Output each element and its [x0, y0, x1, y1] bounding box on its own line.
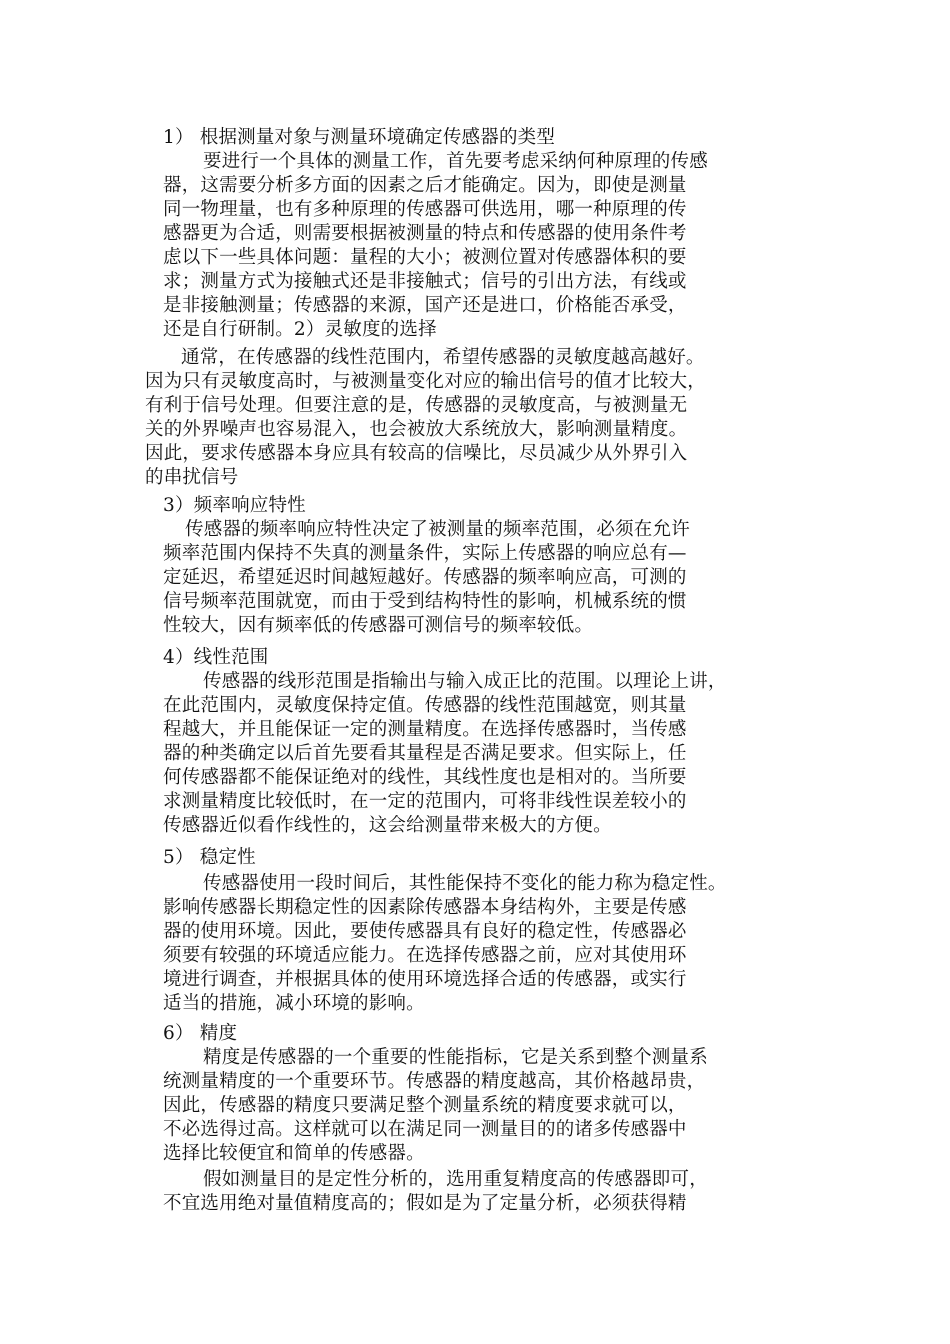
- paragraph-line: 虑以下一些具体问题：量程的大小；被测位置对传感器体积的要: [163, 247, 687, 268]
- paragraph-line: 还是自行研制。2）灵敏度的选择: [163, 319, 437, 340]
- paragraph-line: 在此范围内，灵敏度保持定值。传感器的线性范围越宽，则其量: [163, 695, 687, 716]
- paragraph-line: 同一物理量，也有多种原理的传感器可供选用，哪一种原理的传: [163, 199, 687, 220]
- paragraph-line: 须要有较强的环境适应能力。在选择传感器之前，应对其使用环: [163, 945, 687, 966]
- paragraph-line: 有利于信号处理。但要注意的是，传感器的灵敏度高，与被测量无: [145, 395, 688, 416]
- paragraph-line: 传感器近似看作线性的，这会给测量带来极大的方便。: [163, 815, 612, 836]
- paragraph-line: 程越大，并且能保证一定的测量精度。在选择传感器时，当传感: [163, 719, 687, 740]
- section-heading-6: 6） 精度: [163, 1023, 238, 1044]
- paragraph-line: 通常，在传感器的线性范围内，希望传感器的灵敏度越高越好。: [181, 347, 705, 368]
- paragraph-line: 求；测量方式为接触式还是非接触式；信号的引出方法，有线或: [163, 271, 687, 292]
- paragraph-line: 频率范围内保持不失真的测量条件，实际上传感器的响应总有—: [163, 543, 687, 564]
- paragraph-line: 器的种类确定以后首先要看其量程是否满足要求。但实际上，任: [163, 743, 687, 764]
- paragraph-line: 境进行调查，并根据具体的使用环境选择合适的传感器，或实行: [163, 969, 687, 990]
- paragraph-line: 传感器使用一段时间后，其性能保持不变化的能力称为稳定性。: [203, 873, 727, 894]
- paragraph-line: 性较大，因有频率低的传感器可测信号的频率较低。: [163, 615, 594, 636]
- section-heading-5: 5） 稳定性: [163, 847, 256, 868]
- paragraph-line: 传感器的线形范围是指输出与输入成正比的范围。以理论上讲，: [203, 671, 727, 692]
- paragraph-line: 精度是传感器的一个重要的性能指标，它是关系到整个测量系: [203, 1047, 708, 1068]
- paragraph-line: 的串扰信号: [145, 467, 239, 488]
- paragraph-line: 器的使用环境。因此，要使传感器具有良好的稳定性，传感器必: [163, 921, 687, 942]
- paragraph-line: 要进行一个具体的测量工作，首先要考虑采纳何种原理的传感: [203, 151, 708, 172]
- paragraph-line: 器，这需要分析多方面的因素之后才能确定。因为，即使是测量: [163, 175, 687, 196]
- section-heading-1: 1） 根据测量对象与测量环境确定传感器的类型: [163, 127, 556, 148]
- paragraph-line: 定延迟，希望延迟时间越短越好。传感器的频率响应高，可测的: [163, 567, 687, 588]
- paragraph-line: 不宜选用绝对量值精度高的；假如是为了定量分析，必须获得精: [163, 1193, 687, 1214]
- section-heading-3: 3）频率响应特性: [163, 495, 306, 516]
- section-heading-4: 4）线性范围: [163, 647, 269, 668]
- paragraph-line: 因为只有灵敏度高时，与被测量变化对应的输出信号的值才比较大，: [145, 371, 707, 392]
- paragraph-line: 是非接触测量；传感器的来源，国产还是进口，价格能否承受，: [163, 295, 687, 316]
- paragraph-line: 选择比较便宜和简单的传感器。: [163, 1143, 425, 1164]
- paragraph-line: 假如测量目的是定性分析的，选用重复精度高的传感器即可，: [203, 1169, 708, 1190]
- paragraph-line: 统测量精度的一个重要环节。传感器的精度越高，其价格越昂贵，: [163, 1071, 706, 1092]
- paragraph-line: 传感器的频率响应特性决定了被测量的频率范围，必须在允许: [185, 519, 690, 540]
- paragraph-line: 因此，传感器的精度只要满足整个测量系统的精度要求就可以，: [163, 1095, 687, 1116]
- paragraph-line: 不必选得过高。这样就可以在满足同一测量目的的诸多传感器中: [163, 1119, 687, 1140]
- paragraph-line: 求测量精度比较低时，在一定的范围内，可将非线性误差较小的: [163, 791, 687, 812]
- paragraph-line: 因此，要求传感器本身应具有较高的信噪比，尽员减少从外界引入: [145, 443, 688, 464]
- paragraph-line: 影响传感器长期稳定性的因素除传感器本身结构外，主要是传感: [163, 897, 687, 918]
- paragraph-line: 适当的措施，减小环境的影响。: [163, 993, 425, 1014]
- paragraph-line: 信号频率范围就宽，而由于受到结构特性的影响，机械系统的惯: [163, 591, 687, 612]
- paragraph-line: 感器更为合适，则需要根据被测量的特点和传感器的使用条件考: [163, 223, 687, 244]
- paragraph-line: 关的外界噪声也容易混入，也会被放大系统放大，影响测量精度。: [145, 419, 688, 440]
- paragraph-line: 何传感器都不能保证绝对的线性，其线性度也是相对的。当所要: [163, 767, 687, 788]
